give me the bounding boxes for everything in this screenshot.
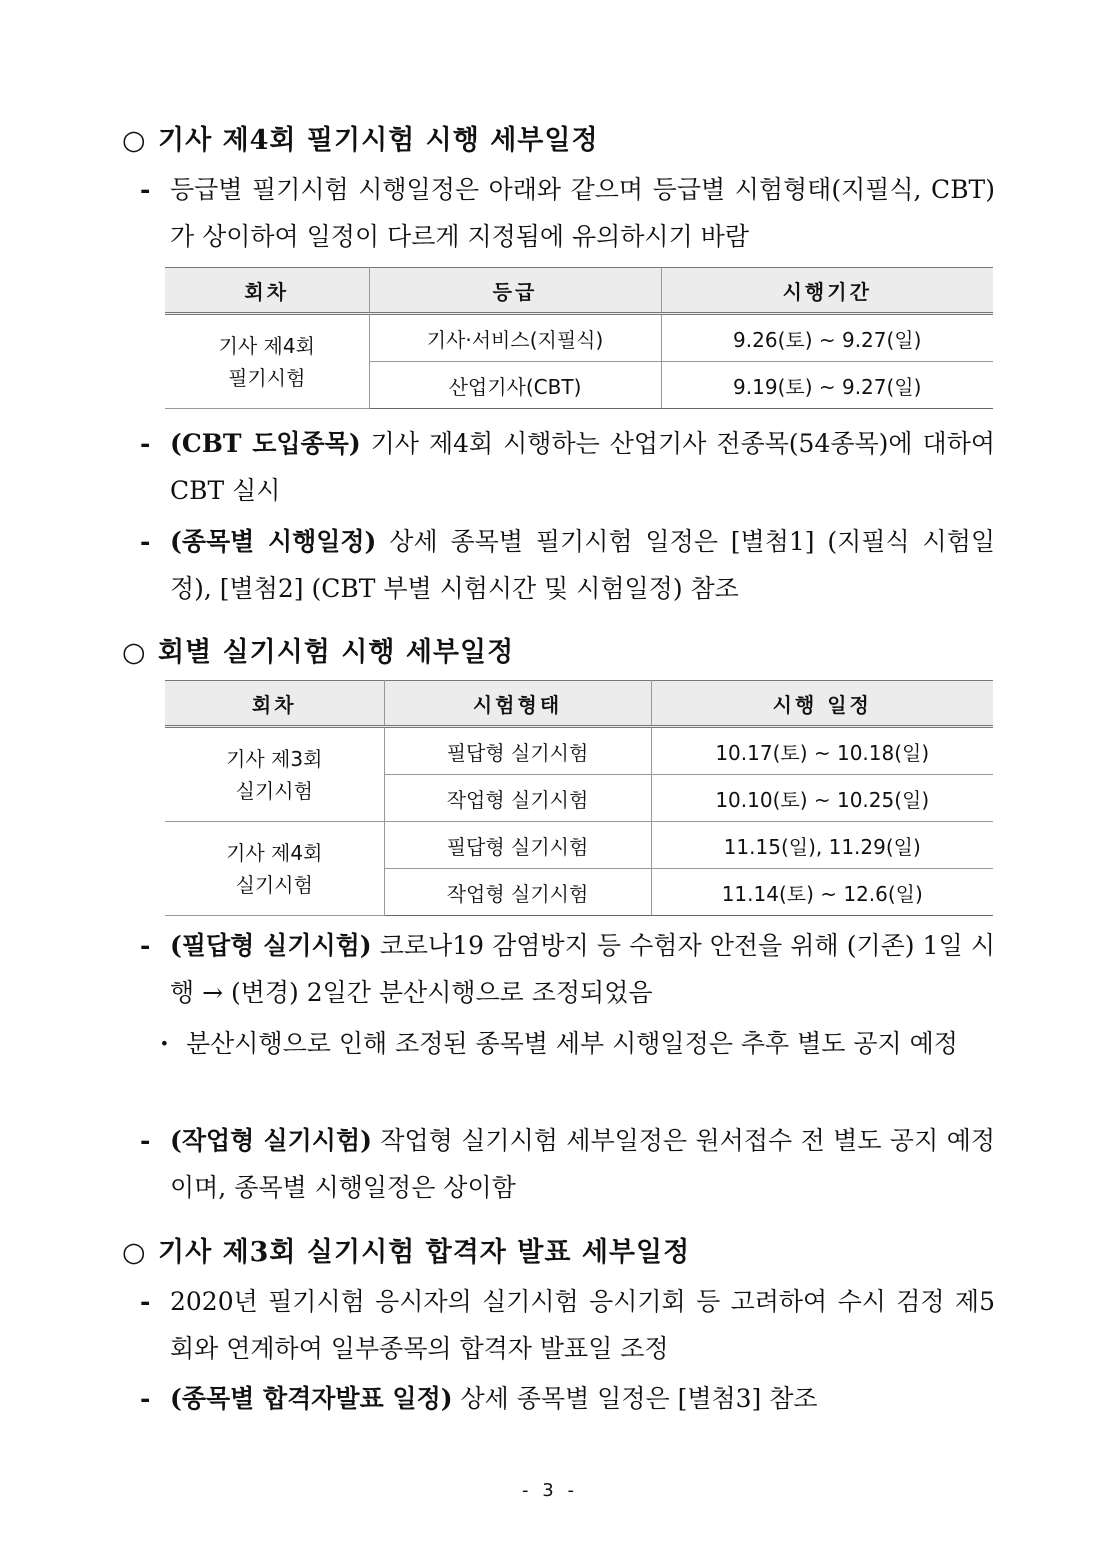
round-line: 실기시험 — [235, 872, 313, 897]
grade-cell: 산업기사(CBT) — [369, 362, 661, 409]
paragraph-text — [170, 1117, 995, 1211]
section-title: 기사 제4회 필기시험 시행 세부일정 — [158, 125, 599, 156]
table-header-row — [165, 681, 993, 727]
round-cell — [165, 727, 384, 822]
list-item — [140, 922, 995, 1016]
round-line: 필기시험 — [228, 365, 306, 390]
table-row — [165, 314, 993, 362]
dash-bullet: - — [140, 527, 151, 556]
column-header: 회차 — [165, 681, 384, 727]
dash-bullet: - — [140, 429, 151, 458]
round-cell — [165, 314, 369, 409]
round-line: 기사 제4회 — [218, 333, 315, 358]
table-row — [165, 727, 993, 775]
paragraph-text: 2020년 필기시험 응시자의 실기시험 응시기회 등 고려하여 수시 검정 제5회와 연계하여 일부종목의 합격자 발표일 조정 — [170, 1287, 995, 1363]
dot-bullet: · — [160, 1029, 169, 1058]
list-item — [140, 518, 995, 612]
item-body: 상세 종목별 필기시험 일정은 [별첨1] (지필식 시험일정), [별첨2] (CBT 부별 시험시간 및 시험일정) 참조 — [170, 527, 995, 603]
round-line: 기사 제4회 — [226, 840, 323, 865]
item-body: 코로나19 감염방지 등 수험자 안전을 위해 (기존) 1일 시행 → (변경) 2일간 분산시행으로 조정되었음 — [170, 931, 996, 1007]
practical-exam-schedule-table — [165, 680, 993, 916]
section-heading-practical-exam — [122, 630, 514, 669]
dash-bullet: - — [140, 1384, 151, 1413]
paragraph-text — [170, 518, 995, 612]
written-exam-schedule-table — [165, 267, 993, 409]
exam-type-cell: 필답형 실기시험 — [384, 822, 651, 869]
dash-bullet: - — [140, 931, 151, 960]
grade-cell: 기사·서비스(지필식) — [369, 314, 661, 362]
paragraph-text: 등급별 필기시험 시행일정은 아래와 같으며 등급별 시험형태(지필식, CBT)가 상이하여 일정이 다르게 지정됨에 유의하시기 바람 — [170, 175, 995, 251]
paragraph-text: 분산시행으로 인해 조정된 종목별 세부 시행일정은 추후 별도 공지 예정 — [186, 1029, 958, 1058]
date-cell: 10.17(토) ~ 10.18(일) — [651, 727, 993, 775]
item-body: 기사 제4회 시행하는 산업기사 전종목(54종목)에 대하여 CBT 실시 — [170, 429, 996, 505]
column-header: 시행기간 — [661, 268, 993, 314]
section-title: 회별 실기시험 시행 세부일정 — [158, 637, 515, 668]
date-cell: 11.14(토) ~ 12.6(일) — [651, 869, 993, 916]
table-header-row — [165, 268, 993, 314]
list-item — [140, 420, 995, 514]
exam-type-cell: 작업형 실기시험 — [384, 775, 651, 822]
exam-type-cell: 작업형 실기시험 — [384, 869, 651, 916]
dash-bullet: - — [140, 1126, 151, 1155]
section-title: 기사 제3회 실기시험 합격자 발표 세부일정 — [158, 1237, 691, 1268]
item-body: 작업형 실기시험 세부일정은 원서접수 전 별도 공지 예정이며, 종목별 시행일정은 상이함 — [170, 1126, 995, 1202]
item-label: (필답형 실기시험) — [170, 931, 372, 960]
list-item — [140, 1375, 995, 1422]
item-body: 상세 종목별 일정은 [별첨3] 참조 — [452, 1384, 818, 1413]
date-cell: 11.15(일), 11.29(일) — [651, 822, 993, 869]
period-cell: 9.19(토) ~ 9.27(일) — [661, 362, 993, 409]
paragraph-text — [170, 922, 995, 1016]
item-label: (종목별 시행일정) — [170, 527, 377, 556]
paragraph-text — [170, 420, 995, 514]
dash-bullet: - — [140, 1287, 151, 1316]
item-label: (종목별 합격자발표 일정) — [170, 1384, 453, 1413]
column-header: 시행 일정 — [651, 681, 993, 727]
column-header: 회차 — [165, 268, 369, 314]
item-label: (CBT 도입종목) — [170, 429, 361, 458]
dash-bullet: - — [140, 175, 151, 204]
list-item — [140, 1117, 995, 1211]
page-number: - 3 - — [522, 1480, 578, 1501]
list-item — [140, 166, 995, 260]
table-row — [165, 822, 993, 869]
exam-type-cell: 필답형 실기시험 — [384, 727, 651, 775]
column-header: 등급 — [369, 268, 661, 314]
sub-list-item — [160, 1020, 995, 1067]
circle-bullet-icon: ○ — [122, 125, 147, 156]
date-cell: 10.10(토) ~ 10.25(일) — [651, 775, 993, 822]
round-line: 기사 제3회 — [226, 746, 323, 771]
section-heading-pass-announcement — [122, 1230, 690, 1269]
round-cell — [165, 822, 384, 916]
column-header: 시험형태 — [384, 681, 651, 727]
section-heading-written-exam — [122, 118, 599, 157]
paragraph-text — [170, 1375, 995, 1422]
circle-bullet-icon: ○ — [122, 637, 147, 668]
circle-bullet-icon: ○ — [122, 1237, 147, 1268]
list-item — [140, 1278, 995, 1372]
round-line: 실기시험 — [235, 778, 313, 803]
item-label: (작업형 실기시험) — [170, 1126, 372, 1155]
period-cell: 9.26(토) ~ 9.27(일) — [661, 314, 993, 362]
